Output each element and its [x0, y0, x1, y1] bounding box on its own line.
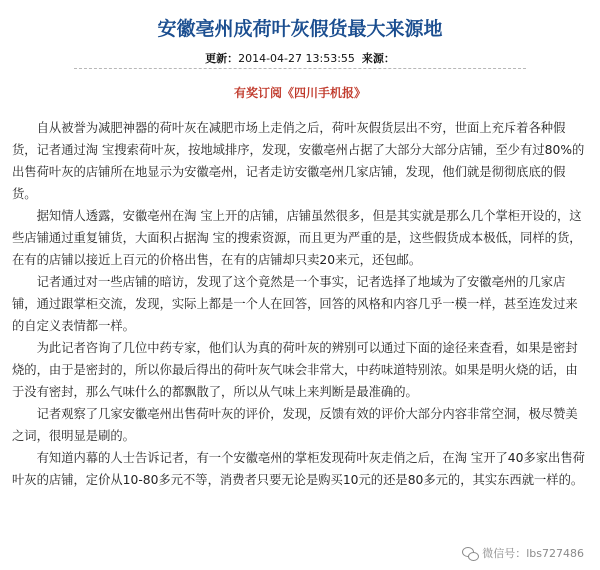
source-label: 来源： [361, 52, 395, 65]
article-body [12, 117, 586, 491]
wechat-watermark [458, 542, 588, 564]
paragraph: 有知道内幕的人士告诉记者，有一个安徽亳州的掌柜发现荷叶灰走俏之后，在淘 宝开了40多家出售荷叶灰的店铺，定价从10-80多元不等，消费者只要无论是购买10元的还是80多元的，其实东西就一样的。 [12, 451, 585, 487]
updated-label: 更新： [205, 52, 239, 65]
updated-time: 2014-04-27 13:53:55 [238, 52, 355, 65]
article-title: 安徽亳州成荷叶灰假货最大来源地 [157, 18, 443, 40]
header-divider [74, 68, 526, 69]
paragraph: 记者观察了几家安徽亳州出售荷叶灰的评价，发现，反馈有效的评价大部分内容非常空洞，极尽赞美之词，很明显是刷的。 [12, 407, 578, 443]
paragraph: 为此记者咨询了几位中药专家，他们认为真的荷叶灰的辨别可以通过下面的途径来查看，如果是密封烧的，由于是密封的，所以你最后得出的荷叶灰气味会非常大，中药味道特别浓。如果是明火烧的话，由于没有密封，那么气味什么的都飘散了，所以从气味上来判断是最准确的。 [12, 341, 578, 399]
subscribe-promo-link[interactable]: 有奖订阅《四川手机报》 [233, 86, 366, 100]
paragraph: 自从被誉为减肥神器的荷叶灰在减肥市场上走俏之后，荷叶灰假货层出不穷，世面上充斥着各种假货，记者通过淘 宝搜索荷叶灰，按地域排序，发现，安徽亳州占据了大部分大部分店铺，至少有过80%的出售荷叶灰的店铺所在地显示为安徽亳州，记者走访安徽亳州几家店铺，发现，他们就是彻彻底底的假货。 [12, 121, 585, 201]
paragraph: 据知情人透露，安徽亳州在淘 宝上开的店铺，店铺虽然很多，但是其实就是那么几个掌柜开设的，这些店铺通过重复铺货，大面积占据淘 宝的搜索资源，而且更为严重的是，这些假货成本极低，同样的货，在有的店铺以接近上百元的价格出售，在有的店铺却只卖20来元，还包邮。 [12, 209, 582, 267]
article-meta [0, 50, 600, 66]
paragraph: 记者通过对一些店铺的暗访，发现了这个竟然是一个事实，记者选择了地域为了安徽亳州的几家店铺，通过跟掌柜交流，发现，实际上都是一个人在回答，回答的风格和内容几乎一模一样，甚至连发过来的自定义表情都一样。 [12, 275, 578, 333]
wechat-icon [462, 545, 478, 561]
watermark-text: 微信号：lbs727486 [482, 547, 584, 560]
